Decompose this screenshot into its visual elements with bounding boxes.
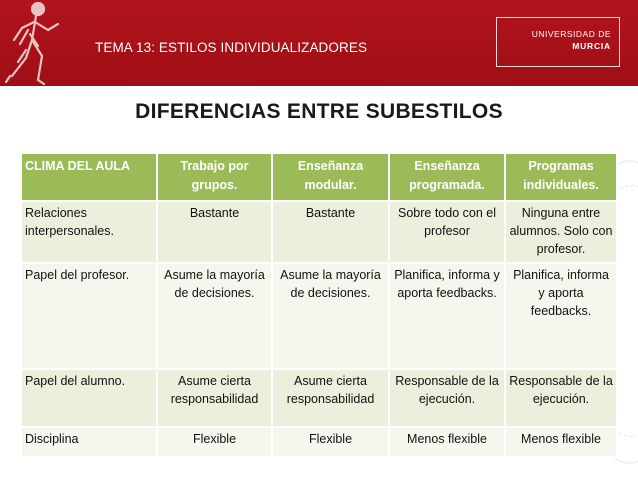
university-line2: MURCIA [572, 41, 611, 51]
table-row [21, 263, 617, 369]
table-cell: Menos flexible [389, 427, 505, 457]
comparison-table [20, 152, 618, 458]
column-header-ensenanza-modular: Enseñanza modular. [272, 153, 389, 201]
table-cell: Responsable de la ejecución. [505, 369, 617, 427]
table-row [21, 201, 617, 263]
row-label: Papel del alumno. [21, 369, 157, 427]
column-header-programas-individuales: Programas individuales. [505, 153, 617, 201]
university-logo [496, 17, 620, 67]
table-cell: Planifica, informa y aporta feedbacks. [389, 263, 505, 369]
table-cell: Menos flexible [505, 427, 617, 457]
table-cell: Flexible [157, 427, 272, 457]
table-row [21, 427, 617, 457]
table-cell: Flexible [272, 427, 389, 457]
column-header-ensenanza-programada: Enseñanza programada. [389, 153, 505, 201]
table-cell: Bastante [157, 201, 272, 263]
column-header-trabajo-grupos: Trabajo por grupos. [157, 153, 272, 201]
university-line1: UNIVERSIDAD DE [531, 29, 611, 39]
row-label: Papel del profesor. [21, 263, 157, 369]
row-label: Disciplina [21, 427, 157, 457]
column-header-clima: CLIMA DEL AULA [21, 153, 157, 201]
table-cell: Sobre todo con el profesor [389, 201, 505, 263]
table-cell: Asume cierta responsabilidad [157, 369, 272, 427]
runner-figure-icon [2, 0, 64, 86]
table-cell: Asume cierta responsabilidad [272, 369, 389, 427]
row-label: Relaciones interpersonales. [21, 201, 157, 263]
table-row [21, 369, 617, 427]
table-cell: Bastante [272, 201, 389, 263]
header-title: TEMA 13: ESTILOS INDIVIDUALIZADORES [95, 40, 368, 55]
slide-header [0, 0, 638, 86]
table-cell: Asume la mayoría de decisiones. [272, 263, 389, 369]
table-cell: Ninguna entre alumnos. Solo con profesor. [505, 201, 617, 263]
table-cell: Responsable de la ejecución. [389, 369, 505, 427]
table-header-row [21, 153, 617, 201]
table-cell: Planifica, informa y aporta feedbacks. [505, 263, 617, 369]
slide-title: DIFERENCIAS ENTRE SUBESTILOS [135, 100, 503, 123]
table-cell: Asume la mayoría de decisiones. [157, 263, 272, 369]
